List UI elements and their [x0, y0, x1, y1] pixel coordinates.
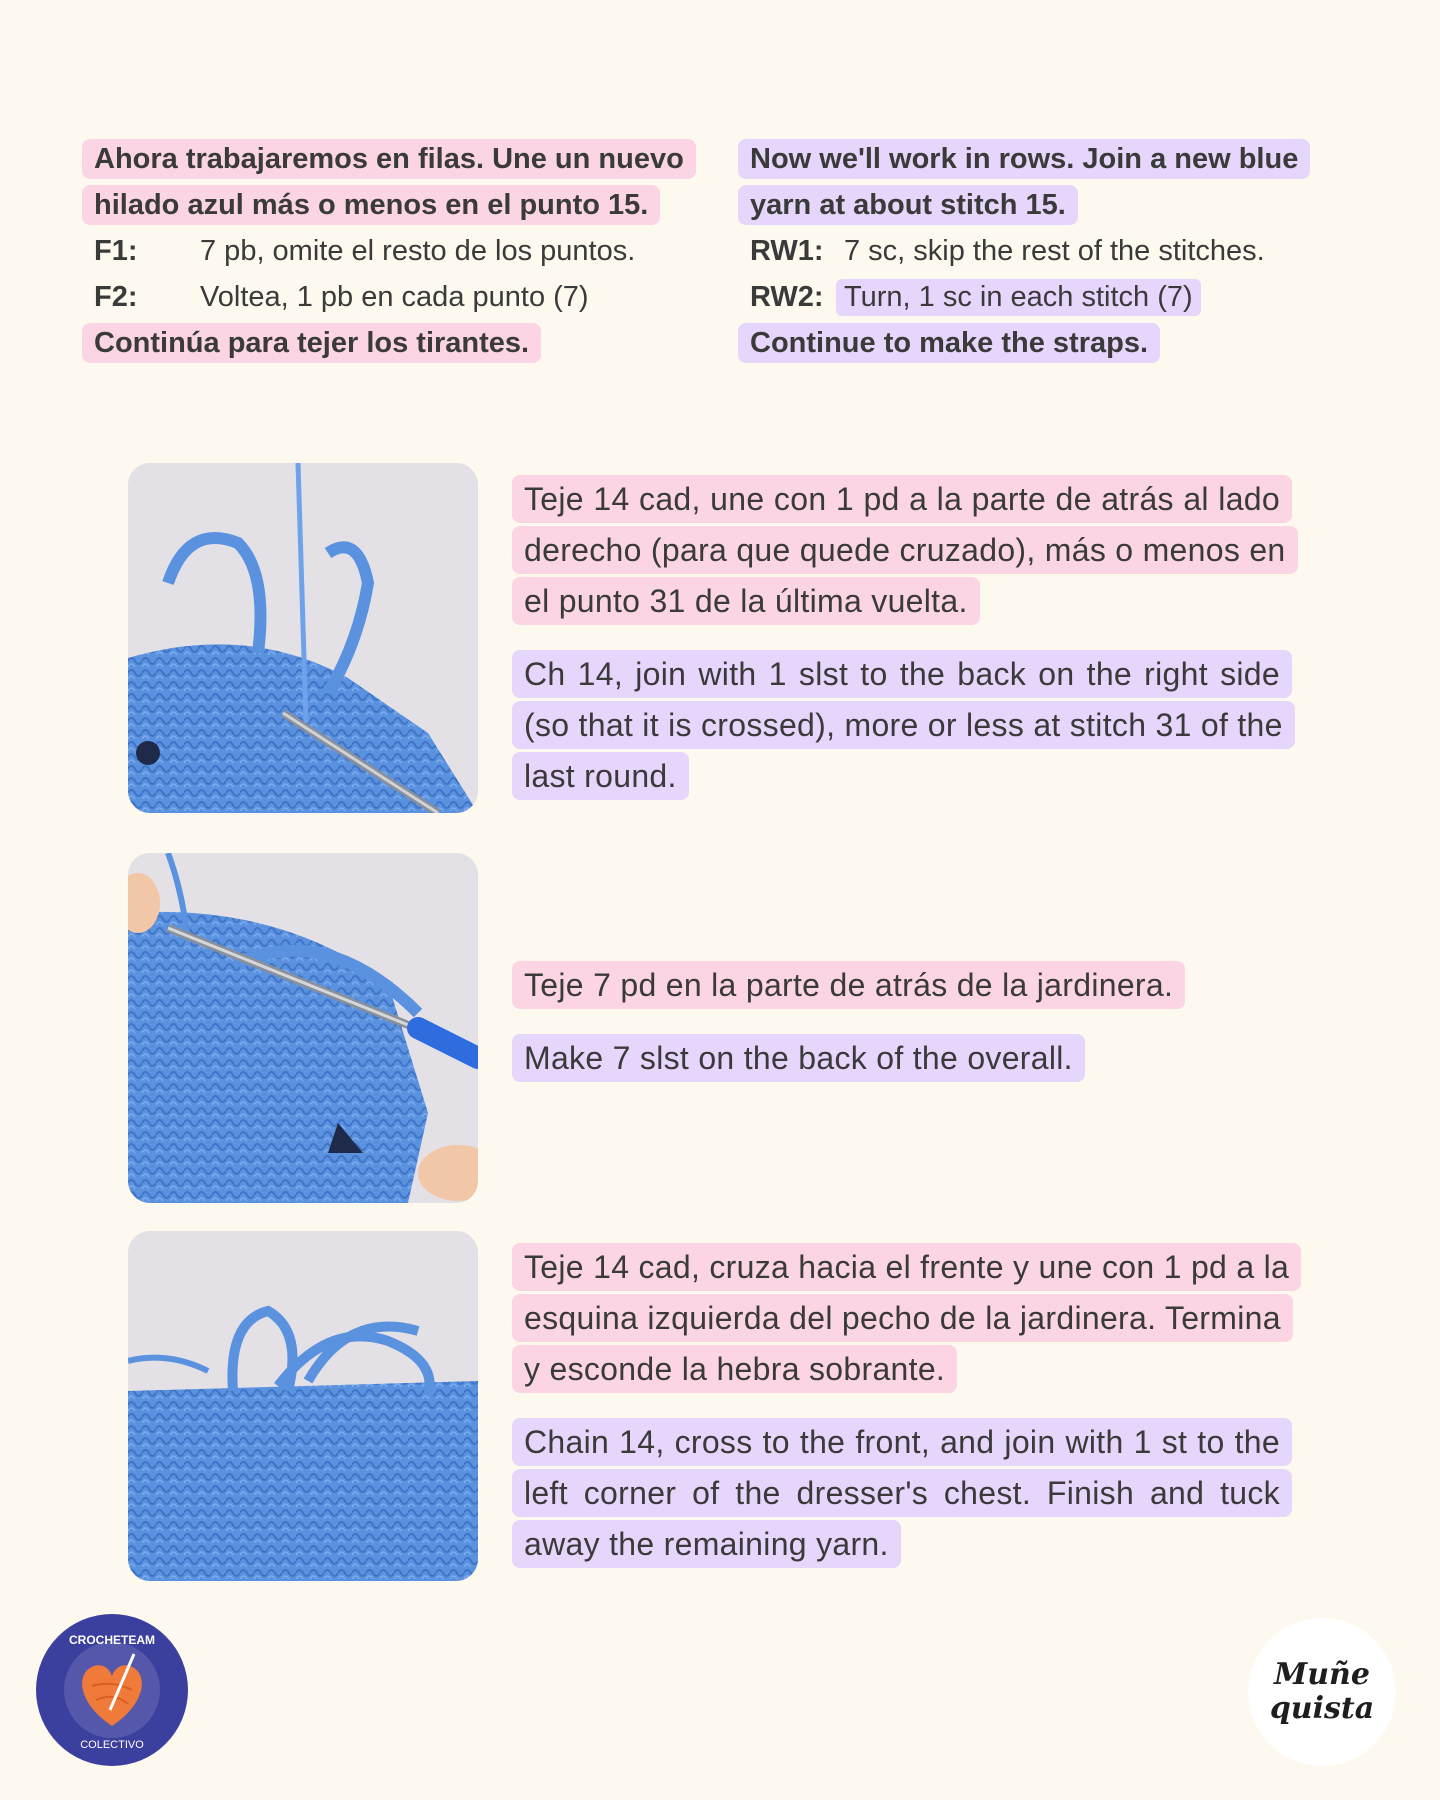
step-3-photo	[128, 1231, 478, 1581]
step-3-english: Chain 14, cross to the front, and join with 1 st to the left corner of the dresser's chest. Finish and tuck away the remaining yarn.	[512, 1418, 1292, 1568]
step-2-photo	[128, 853, 478, 1203]
crocheteam-logo	[36, 1614, 188, 1766]
row-text: Turn, 1 sc in each stitch (7)	[836, 279, 1201, 316]
logo-ring-text: CROCHETEAM	[69, 1633, 155, 1647]
spanish-outro: Continúa para tejer los tirantes.	[82, 323, 541, 363]
spanish-instructions	[82, 136, 722, 366]
english-row-1	[738, 228, 1378, 274]
english-outro: Continue to make the straps.	[738, 323, 1160, 363]
row-label: F1:	[94, 234, 138, 267]
spanish-intro-line-1: Ahora trabajaremos en filas. Une un nuevo	[82, 139, 696, 179]
english-instructions	[738, 136, 1378, 366]
munequista-logo	[1248, 1618, 1396, 1766]
spanish-row-1	[82, 228, 722, 274]
row-text: 7 pb, omite el resto de los puntos.	[200, 234, 636, 267]
english-row-2	[738, 274, 1378, 320]
logo-word-1: Muñe	[1274, 1657, 1370, 1692]
row-label: RW2:	[750, 280, 824, 313]
step-1-spanish: Teje 14 cad, une con 1 pd a la parte de atrás al lado derecho (para que quede cruzado), más o menos en el punto 31 de la última vuelta.	[512, 475, 1298, 625]
row-label: F2:	[94, 280, 138, 313]
step-2-english: Make 7 slst on the back of the overall.	[512, 1034, 1085, 1082]
row-text: 7 sc, skip the rest of the stitches.	[844, 234, 1265, 267]
step-1-photo	[128, 463, 478, 813]
spanish-intro-line-2: hilado azul más o menos en el punto 15.	[82, 185, 660, 225]
step-3-text	[512, 1242, 1292, 1570]
step-2-spanish: Teje 7 pd en la parte de atrás de la jardinera.	[512, 961, 1185, 1009]
logo-word-2: quista	[1269, 1691, 1375, 1726]
row-text: Voltea, 1 pb en cada punto (7)	[200, 280, 589, 313]
english-intro-line-2: yarn at about stitch 15.	[738, 185, 1078, 225]
step-1-text	[512, 474, 1292, 802]
row-label: RW1:	[750, 234, 824, 267]
logo-bottom-text: COLECTIVO	[80, 1739, 144, 1751]
step-1-english: Ch 14, join with 1 slst to the back on the right side (so that it is crossed), more or less at stitch 31 of the last round.	[512, 650, 1295, 800]
english-intro-line-1: Now we'll work in rows. Join a new blue	[738, 139, 1310, 179]
step-3-spanish: Teje 14 cad, cruza hacia el frente y une con 1 pd a la esquina izquierda del pecho de la jardinera. Termina y esconde la hebra sobrante.	[512, 1243, 1301, 1393]
spanish-row-2	[82, 274, 722, 320]
step-2-text	[512, 960, 1292, 1084]
